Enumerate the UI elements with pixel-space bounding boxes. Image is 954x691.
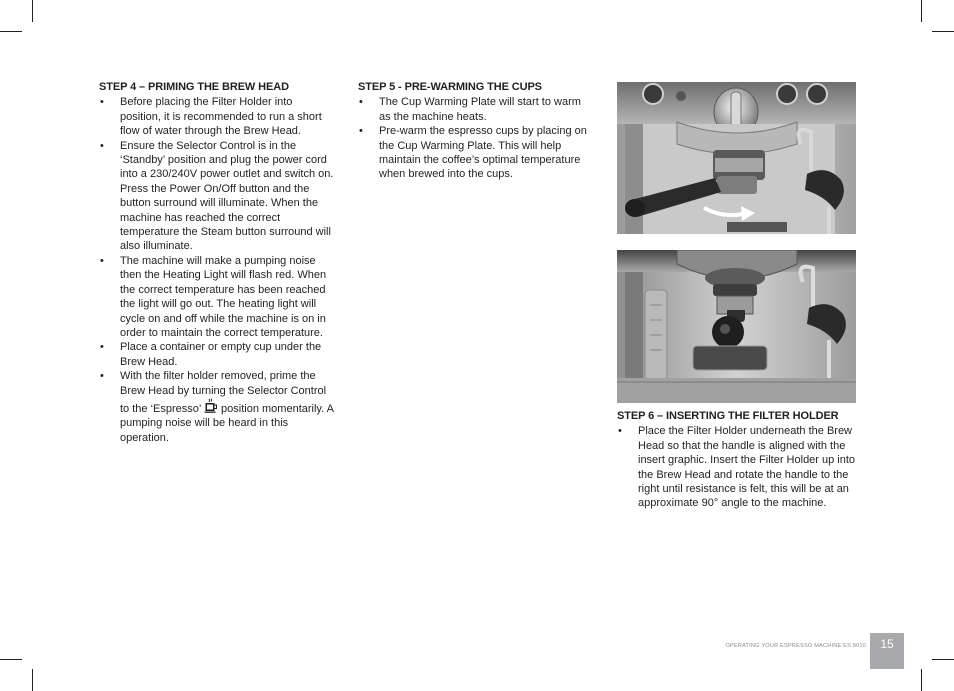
list-item: • Ensure the Selector Control is in the ‘Standby’ position and plug the power cord into a 230/240V power outlet and switch on. Press the Power On/Off button and the button surround will illuminate. When the machine has reached the correct temperature the Steam button surround will also illuminate.: [100, 139, 334, 253]
list-item: • Pre-warm the espresso cups by placing on the Cup Warming Plate. This will help maintain the coffee’s optimal temperature when brewed into the cups.: [359, 125, 587, 181]
bullet: •: [618, 425, 622, 438]
rotate-arrow-icon: [701, 200, 761, 226]
step5-list: [358, 95, 592, 181]
bullet: •: [359, 125, 363, 138]
list-item: • The machine will make a pumping noise then the Heating Light will flash red. When the correct temperature has been reached the light will go out. The heating light will cycle on and off while the machine is on in order to maintain the correct temperature.: [100, 254, 327, 339]
step5-heading: STEP 5 - PRE-WARMING THE CUPS: [358, 81, 542, 93]
running-footer: OPERATING YOUR ESPRESSO MACHINE ES 8010: [725, 643, 866, 649]
list-item: • Place a container or empty cup under the Brew Head.: [100, 341, 322, 368]
step4-heading: STEP 4 – PRIMING THE BREW HEAD: [99, 81, 289, 93]
crop-mark: [921, 669, 922, 691]
bullet: •: [100, 370, 104, 383]
step6-section: [617, 409, 857, 511]
espresso-cup-icon: [204, 398, 218, 412]
photo-filter-holder-inserted: [617, 250, 856, 403]
step6-heading: STEP 6 – INSERTING THE FILTER HOLDER: [617, 410, 839, 422]
list-item: • Place the Filter Holder underneath the Brew Head so that the handle is aligned with the insert graphic. Insert the Filter Holder up into the Brew Head and rotate the handle to the right until resistance is felt, this will be at an approximate 90° angle to the machine.: [618, 425, 856, 510]
step6-list: [617, 424, 857, 510]
photo-filter-holder-rotation: [617, 82, 856, 234]
step4-section: [99, 80, 335, 445]
bullet: •: [100, 254, 104, 267]
crop-mark: [32, 0, 33, 22]
step4-list: [99, 95, 335, 445]
crop-mark: [932, 31, 954, 32]
bullet: •: [100, 139, 104, 152]
step5-section: [358, 80, 592, 182]
page-number: 15: [870, 633, 904, 669]
list-item: • The Cup Warming Plate will start to warm as the machine heats.: [359, 96, 581, 123]
crop-mark: [0, 659, 22, 660]
bullet: •: [100, 341, 104, 354]
list-item: • With the filter holder removed, prime the Brew Head by turning the Selector Control to the ‘Espresso’ position momentarily. A pumping noise will be heard in this operation.: [100, 370, 334, 444]
crop-mark: [921, 0, 922, 22]
bullet: •: [100, 96, 104, 109]
crop-mark: [0, 31, 22, 32]
crop-mark: [32, 669, 33, 691]
crop-mark: [932, 659, 954, 660]
list-item: • Before placing the Filter Holder into position, it is recommended to run a short flow of water through the Brew Head.: [100, 96, 322, 138]
bullet: •: [359, 96, 363, 109]
